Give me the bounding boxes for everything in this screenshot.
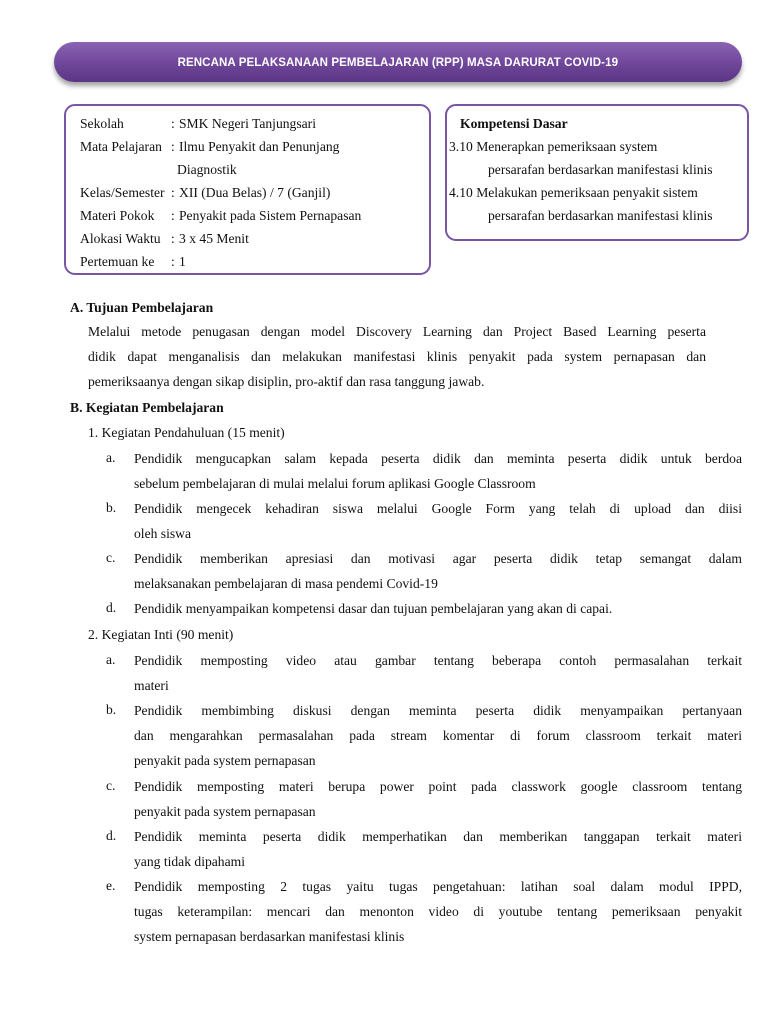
identity-row-mata-pelajaran-cont: Diagnostik [177,162,237,177]
kompetensi-box [445,104,749,241]
identity-row-kelas-semester: Kelas/Semester : XII (Dua Belas) / 7 (Ganjil) [80,185,331,200]
section-b-heading: B. Kegiatan Pembelajaran [70,400,224,415]
kompetensi-line: persarafan berdasarkan manifestasi klinis [488,162,713,177]
identity-row-mata-pelajaran: Mata Pelajaran : Ilmu Penyakit dan Penunjang [80,139,340,154]
section-a-heading: A. Tujuan Pembelajaran [70,300,214,315]
sub-heading-inti: 2. Kegiatan Inti (90 menit) [88,627,234,642]
identity-row-pertemuan: Pertemuan ke : 1 [80,254,186,269]
kompetensi-line: 3.10 Menerapkan pemeriksaan system [449,139,658,154]
identity-row-materi-pokok: Materi Pokok : Penyakit pada Sistem Pernapasan [80,208,362,223]
identity-row-sekolah: Sekolah : SMK Negeri Tanjungsari [80,116,316,131]
kompetensi-title: Kompetensi Dasar [460,116,568,131]
document-title-banner [54,42,742,82]
document-title: RENCANA PELAKSANAAN PEMBELAJARAN (RPP) MASA DARURAT COVID-19 [177,55,619,69]
kompetensi-line: 4.10 Melakukan pemeriksaan penyakit sistem [449,185,698,200]
section-a-paragraph: Melalui metode penugasan dengan model Discovery Learning dan Project Based Learning peserta didik dapat menganalisis dan melakukan manifestasi klinis penyakit pada system pernapasan dan pemeriksaanya dengan sikap disiplin, pro-aktif dan rasa tanggung jawab. [88,324,706,389]
identity-box [64,104,431,275]
sub-heading-pendahuluan: 1. Kegiatan Pendahuluan (15 menit) [88,425,285,440]
identity-row-alokasi-waktu: Alokasi Waktu : 3 x 45 Menit [80,231,249,246]
kompetensi-line: persarafan berdasarkan manifestasi klinis [488,208,713,223]
